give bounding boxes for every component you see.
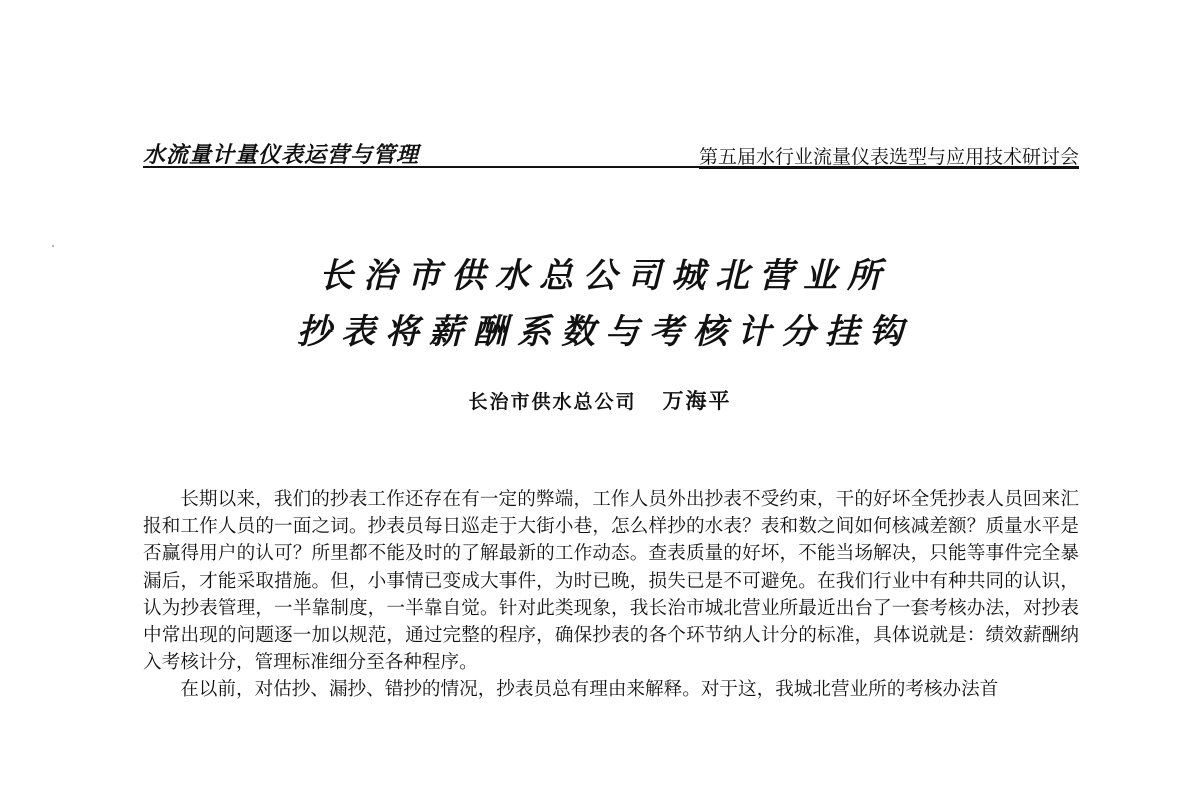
header-rule [143,166,1079,168]
body-paragraph: 长期以来，我们的抄表工作还存在有一定的弊端，工作人员外出抄表不受约束，干的好坏全凭抄表人员回来汇报和工作人员的一面之词。抄表员每日巡走于大街小巷，怎么样抄的水表？表和数之间如何核减差额？质量水平是否赢得用户的认可？所里都不能及时的了解最新的工作动态。查表质量的好坏，不能当场解决，只能等事件完全暴漏后，才能采取措施。但，小事情已变成大事件，为时已晚，损失已是不可避免。在我们行业中有种共同的认识，认为抄表管理，一半靠制度，一半靠自觉。针对此类现象，我长治市城北营业所最近出台了一套考核办法，对抄表中常出现的问题逐一加以规范，通过完整的程序，确保抄表的各个环节纳人计分的标准，具体说就是：绩效薪酬纳入考核计分，管理标准细分至各种程序。 [143,489,1079,674]
running-header [143,136,1079,172]
article-title-line-1: 长治市供水总公司城北营业所 [319,256,891,296]
author-organization: 长治市供水总公司 [468,391,637,413]
header-journal-title: 水流量计量仪表运营与管理 [143,143,420,168]
article-body [143,486,1079,704]
body-paragraph: 在以前，对估抄、漏抄、错抄的情况，抄表员总有理由来解释。对于这，我城北营业所的考核办法首 [180,679,999,701]
article-title-line-2: 抄表将薪酬系数与考核计分挂钩 [297,312,913,352]
author-name: 万海平 [662,388,732,413]
author-byline [0,385,1200,415]
header-conference-title: 第五届水行业流量仪表选型与应用技术研讨会 [698,146,1079,168]
scan-speck [52,245,54,247]
